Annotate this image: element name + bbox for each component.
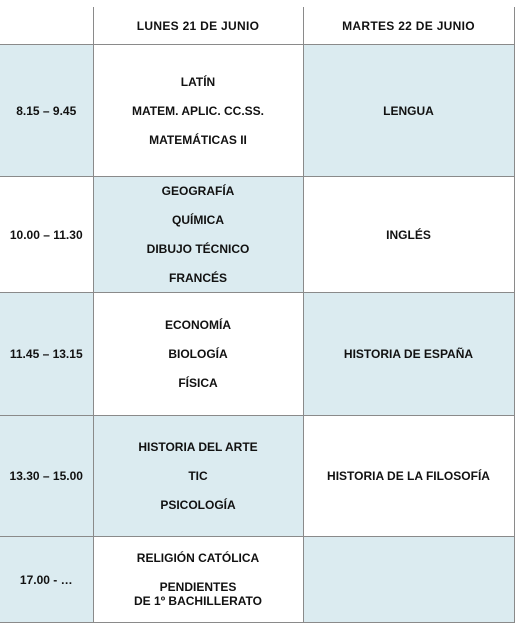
- subject: RELIGIÓN CATÓLICA: [136, 551, 260, 565]
- subject-list: [308, 104, 510, 118]
- subject: PENDIENTES DE 1º BACHILLERATO: [134, 580, 262, 608]
- time-slot: 8.15 – 9.45: [0, 45, 93, 177]
- subject-list: [98, 551, 299, 608]
- subject-list: [308, 347, 510, 361]
- subject: HISTORIA DE LA FILOSOFÍA: [327, 469, 490, 483]
- monday-cell: [93, 45, 303, 177]
- subject: LATÍN: [180, 74, 216, 89]
- schedule-row: [0, 416, 514, 537]
- subject-list: [98, 440, 299, 512]
- tuesday-cell: [303, 177, 514, 293]
- subject: MATEM. APLIC. CC.SS.: [132, 103, 264, 118]
- subject: QUÍMICA: [172, 213, 224, 227]
- tuesday-cell: [303, 416, 514, 537]
- tuesday-cell: [303, 45, 514, 177]
- time-slot: 17.00 - …: [0, 537, 93, 623]
- monday-cell: [93, 177, 303, 293]
- monday-cell: [93, 293, 303, 416]
- subject-list: [308, 228, 510, 242]
- subject-list: [308, 469, 510, 483]
- subject: PSICOLOGÍA: [160, 498, 236, 512]
- monday-cell: [93, 416, 303, 537]
- header-row: [0, 7, 514, 45]
- subject: HISTORIA DEL ARTE: [138, 440, 258, 454]
- tuesday-cell: [303, 537, 514, 623]
- time-slot: 11.45 – 13.15: [0, 293, 93, 416]
- time-slot: 13.30 – 15.00: [0, 416, 93, 537]
- monday-cell: [93, 537, 303, 623]
- schedule-row: [0, 45, 514, 177]
- tuesday-cell: [303, 293, 514, 416]
- subject: FÍSICA: [178, 376, 218, 390]
- subject: TIC: [188, 469, 208, 483]
- schedule-row: [0, 293, 514, 416]
- subject-list: [98, 184, 299, 285]
- subject: LENGUA: [383, 103, 434, 118]
- schedule-row: [0, 177, 514, 293]
- exam-schedule-table: [0, 7, 515, 623]
- header-tuesday: MARTES 22 DE JUNIO: [303, 7, 514, 45]
- subject: GEOGRAFÍA: [161, 184, 235, 198]
- subject: HISTORIA DE ESPAÑA: [343, 347, 474, 361]
- schedule-row: [0, 537, 514, 623]
- subject: MATEMÁTICAS II: [149, 132, 247, 147]
- subject-list: [98, 318, 299, 390]
- subject: ECONOMÍA: [165, 318, 231, 332]
- subject: FRANCÉS: [168, 271, 227, 285]
- subject: DIBUJO TÉCNICO: [146, 242, 250, 256]
- subject: BIOLOGÍA: [168, 347, 228, 361]
- subject: INGLÉS: [386, 227, 431, 242]
- header-time-cell: [0, 7, 93, 45]
- header-monday: LUNES 21 DE JUNIO: [93, 7, 303, 45]
- subject-list: [98, 75, 299, 147]
- time-slot: 10.00 – 11.30: [0, 177, 93, 293]
